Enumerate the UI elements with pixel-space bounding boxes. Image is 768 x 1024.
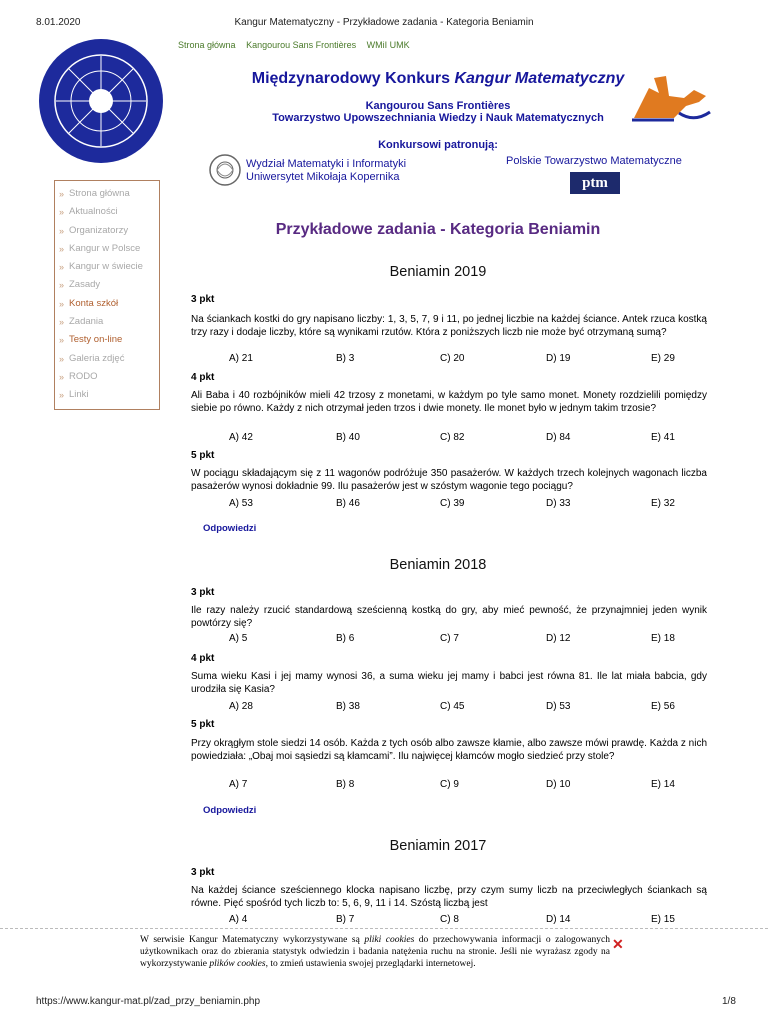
answer-a: A) 42 — [229, 432, 253, 443]
sidebar-item-kangur-world[interactable]: » Kangur w świecie — [55, 258, 159, 276]
question-points: 5 pkt — [191, 719, 215, 730]
answer-c: C) 8 — [440, 914, 459, 925]
contest-title-main: Międzynarodowy Konkurs — [251, 70, 450, 87]
section-title-2018: Beniamin 2018 — [389, 557, 487, 573]
cookie-link-cookies[interactable]: plików cookies — [209, 959, 266, 969]
answer-a: A) 4 — [229, 914, 248, 925]
print-date: 8.01.2020 — [36, 17, 81, 28]
answer-d: D) 14 — [546, 914, 571, 925]
answer-e: E) 56 — [651, 701, 675, 712]
answer-e: E) 18 — [651, 633, 675, 644]
question-text: Suma wieku Kasi i jej mamy wynosi 36, a suma wieku jej mamy i babci jest równa 81. Ile lat miała babcia, gdy urodziła się Kasia? — [191, 671, 707, 695]
patron-wmii[interactable] — [246, 158, 406, 184]
answer-e: E) 29 — [651, 353, 675, 364]
contest-title-italic: Kangur Matematyczny — [454, 70, 625, 87]
print-title: Kangur Matematyczny - Przykładowe zadania - Kategoria Beniamin — [234, 17, 534, 28]
sidebar-item-rodo[interactable]: » RODO — [55, 368, 159, 386]
ptm-logo[interactable]: ptm — [570, 172, 620, 194]
answer-b: B) 40 — [336, 432, 360, 443]
close-icon[interactable]: ✕ — [612, 936, 624, 952]
sidebar-item-organizers[interactable]: » Organizatorzy — [55, 222, 159, 240]
answer-d: D) 10 — [546, 779, 571, 790]
answer-e: E) 32 — [651, 498, 675, 509]
cookie-text-part: W serwisie Kangur Matematyczny wykorzystywane są — [140, 935, 365, 945]
answer-b: B) 6 — [336, 633, 355, 644]
sidebar-item-gallery[interactable]: » Galeria zdjęć — [55, 350, 159, 368]
topnav-home-link[interactable]: Strona główna — [178, 40, 236, 50]
answer-b: B) 46 — [336, 498, 360, 509]
question-text: Na ściankach kostki do gry napisano liczby: 1, 3, 5, 7, 9 i 11, po jednej liczbie na każdej ściance. Antek rzuca kostką trzy razy i dodaje liczby, które są wynikami rzutów. Która z poniższych liczb nie może być otrzymaną sumą? — [191, 314, 707, 338]
wmii-emblem-icon — [208, 153, 242, 187]
question-text: Ile razy należy rzucić standardową sześcienną kostką do gry, aby mieć pewność, że przynajmniej jeden wynik powtórzy się? — [191, 605, 707, 629]
cookie-link-cookies[interactable]: pliki cookies — [364, 935, 415, 945]
answer-a: A) 7 — [229, 779, 248, 790]
answer-d: D) 19 — [546, 353, 571, 364]
patron-ptm[interactable]: Polskie Towarzystwo Matematyczne — [506, 155, 682, 167]
sidebar-item-home[interactable]: » Strona główna — [55, 185, 159, 203]
sidebar-item-rules[interactable]: » Zasady — [55, 276, 159, 294]
umk-seal-logo[interactable] — [36, 36, 166, 166]
question-points: 3 pkt — [191, 294, 215, 305]
question-points: 4 pkt — [191, 653, 215, 664]
answer-c: C) 82 — [440, 432, 465, 443]
question-text: Przy okrągłym stole siedzi 14 osób. Każda z tych osób albo zawsze kłamie, albo zawsze mówi prawdę. Każda z nich powiedziała: „Obaj moi sąsiedzi są kłamcami”. Ilu najwięcej kłamców mogło siedzieć przy stole? — [191, 738, 707, 762]
print-page: 1/8 — [722, 996, 736, 1007]
answer-e: E) 41 — [651, 432, 675, 443]
question-text: W pociągu składającym się z 11 wagonów podróżuje 350 pasażerów. W każdych trzech kolejnych wagonach liczba pasażerów wynosi dokładnie 99. Ilu pasażerów jest w szóstym wagonie tego pociągu? — [191, 468, 707, 492]
question-points: 3 pkt — [191, 587, 215, 598]
answer-b: B) 8 — [336, 779, 355, 790]
sidebar-menu — [54, 180, 160, 410]
contest-title — [178, 70, 698, 88]
topnav-ksf-link[interactable]: Kangourou Sans Frontières — [246, 40, 357, 50]
org-ksf: Kangourou Sans Frontières — [365, 100, 511, 112]
answer-a: A) 5 — [229, 633, 248, 644]
answers-link-2019[interactable]: Odpowiedzi — [203, 523, 257, 534]
answer-b: B) 7 — [336, 914, 355, 925]
answer-e: E) 14 — [651, 779, 675, 790]
topnav-wmii-link[interactable]: WMiI UMK — [366, 40, 410, 50]
answer-d: D) 33 — [546, 498, 571, 509]
answer-b: B) 38 — [336, 701, 360, 712]
org-towarzystwo: Towarzystwo Upowszechniania Wiedzy i Nauk Matematycznych — [272, 112, 604, 124]
sidebar-item-news[interactable]: » Aktualności — [55, 203, 159, 221]
answer-d: D) 53 — [546, 701, 571, 712]
question-points: 4 pkt — [191, 372, 215, 383]
question-points: 3 pkt — [191, 867, 215, 878]
section-title-2017: Beniamin 2017 — [389, 838, 487, 854]
question-text: Na każdej ściance sześciennego klocka napisano liczbę, przy czym sumy liczb na przeciwległych ściankach są równe. Pięć spośród tych liczb to: 5, 6, 9, 11 i 14. Szóstą liczbą jest — [191, 885, 707, 909]
patron-wmii-line2: Uniwersytet Mikołaja Kopernika — [246, 171, 400, 183]
cookie-text — [140, 934, 610, 970]
answers-link-2018[interactable]: Odpowiedzi — [203, 805, 257, 816]
top-navigation — [178, 40, 418, 50]
answer-c: C) 7 — [440, 633, 459, 644]
page-title: Przykładowe zadania - Kategoria Beniamin — [275, 221, 601, 238]
answer-d: D) 12 — [546, 633, 571, 644]
answer-d: D) 84 — [546, 432, 571, 443]
sidebar-item-school-accounts[interactable]: » Konta szkół — [55, 295, 159, 313]
question-text: Ali Baba i 40 rozbójników mieli 42 trzosy z monetami, w każdym po tyle samo monet. Monety rozdzielili pomiędzy siebie po równo. Każdy z nich otrzymał jeden trzos i dwie monety. Ile monet było w jednym takim trzosie? — [191, 390, 707, 414]
cookie-text-part: , to zmień ustawienia swojej przeglądarki internetowej. — [265, 959, 476, 969]
sidebar-item-tests-online[interactable]: » Testy on-line — [55, 331, 159, 349]
print-url: https://www.kangur-mat.pl/zad_przy_beniamin.php — [36, 996, 261, 1007]
section-title-2019: Beniamin 2019 — [389, 264, 487, 280]
cookie-text-part: do przechowywania informacji o zalogowanych użytkownikach oraz do zbierania statystyk odwiedzin i badania natężenia ruchu na stronie. Jeśli nie wyrażasz zgody na wykorzystywanie — [140, 935, 610, 969]
answer-b: B) 3 — [336, 353, 355, 364]
answer-c: C) 9 — [440, 779, 459, 790]
answer-c: C) 45 — [440, 701, 465, 712]
answer-c: C) 20 — [440, 353, 465, 364]
answer-a: A) 28 — [229, 701, 253, 712]
answer-a: A) 53 — [229, 498, 253, 509]
sidebar-item-links[interactable]: » Linki — [55, 386, 159, 404]
sidebar-item-kangur-poland[interactable]: » Kangur w Polsce — [55, 240, 159, 258]
sidebar-item-tasks[interactable]: » Zadania — [55, 313, 159, 331]
answer-c: C) 39 — [440, 498, 465, 509]
question-points: 5 pkt — [191, 450, 215, 461]
answer-a: A) 21 — [229, 353, 253, 364]
answer-e: E) 15 — [651, 914, 675, 925]
patrons-label: Konkursowi patronują: — [378, 139, 498, 151]
patron-wmii-line1: Wydział Matematyki i Informatyki — [246, 158, 407, 170]
